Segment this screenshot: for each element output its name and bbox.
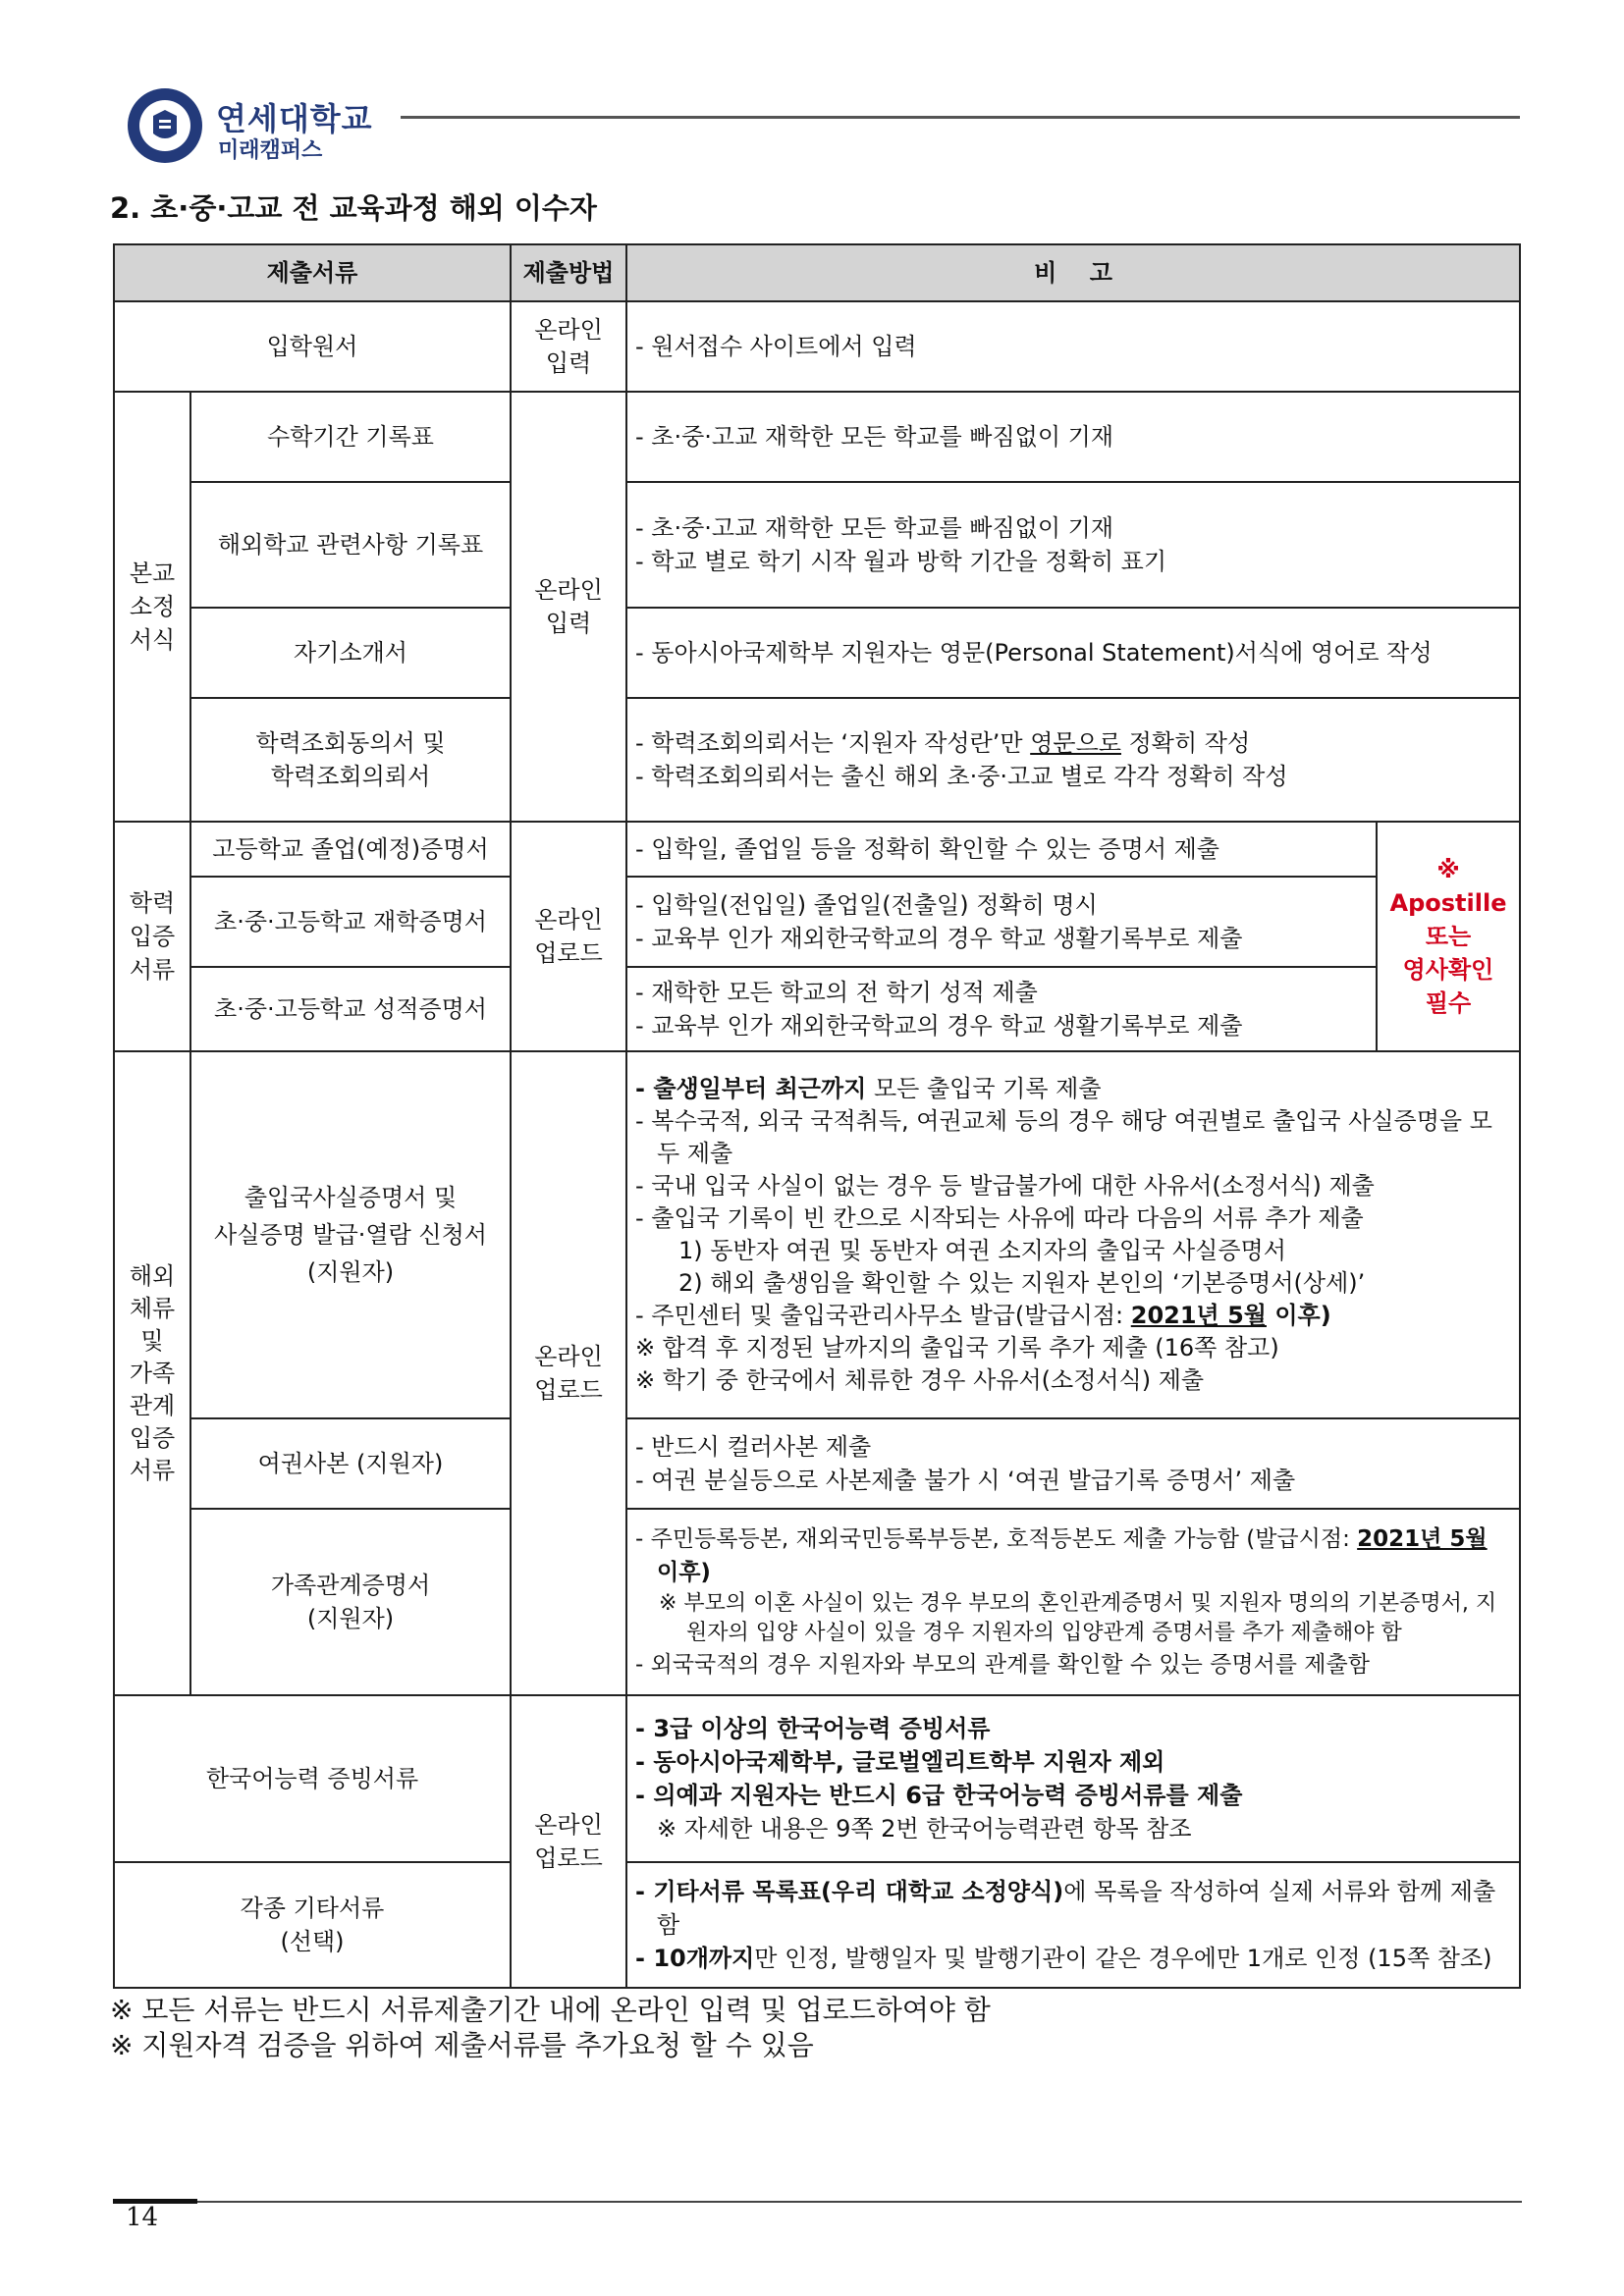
method-line: 업로드: [534, 1844, 603, 1872]
remark-line: - 입학일(전입일) 졸업일(전출일) 정확히 명시: [635, 891, 1098, 919]
group-forms: [114, 392, 190, 822]
group-label: 서식: [129, 626, 176, 654]
doc-transcript: 초·중·고등학교 성적증명서: [190, 967, 511, 1051]
method-line: 입력: [545, 610, 592, 637]
table-row: [114, 698, 1520, 822]
remark-line: - 복수국적, 외국 국적취득, 여권교체 등의 경우 해당 여권별로 출입국 사실증명을 모두 제출: [635, 1107, 1492, 1167]
remark-bold: - 10개까지: [635, 1945, 755, 1972]
method-forms: [511, 392, 626, 822]
remark-line: - 교육부 인가 재외한국학교의 경우 학교 생활기록부로 제출: [635, 925, 1243, 952]
remark-line: - 초·중·고교 재학한 모든 학교를 빠짐없이 기재: [635, 423, 1114, 451]
remark-text: - 주민센터 및 출입국관리사무소 발급(발급시점:: [635, 1302, 1131, 1329]
remark-transcript: [626, 967, 1377, 1051]
remark-line: [635, 1942, 1511, 1975]
doc-line: 학력조회동의서 및: [255, 729, 446, 757]
footnote: ※ 모든 서류는 반드시 서류제출기간 내에 온라인 입력 및 업로드하여야 함: [110, 1994, 991, 2026]
group-label: 서류: [129, 956, 176, 984]
note-line: 영사확인: [1402, 956, 1494, 984]
remark-text: 이후): [1266, 1302, 1331, 1329]
method-line: 온라인: [534, 1811, 603, 1839]
remark-date: 2021년 5월: [1130, 1302, 1267, 1329]
doc-line: (지원자): [306, 1258, 395, 1286]
remark-other: [626, 1862, 1520, 1988]
remark-line: [635, 1300, 1511, 1332]
table-row: [114, 392, 1520, 482]
group-academic: [114, 822, 190, 1051]
doc-line: 각종 기타서류: [240, 1895, 385, 1922]
remark-graduation-cert: [626, 822, 1377, 877]
remark-line: - 반드시 컬러사본 제출: [635, 1433, 872, 1461]
remark-text: - 학력조회의뢰서는 ‘지원자 작성란’만: [635, 729, 1031, 757]
note-line: 필수: [1425, 989, 1472, 1017]
method-line: 온라인: [534, 906, 603, 934]
doc-line: (선택): [280, 1928, 345, 1955]
table-row: [114, 1418, 1520, 1509]
remark-line: - 동아시아국제학부, 글로벌엘리트학부 지원자 제외: [635, 1748, 1165, 1776]
apostille-note: [1377, 822, 1520, 1051]
method-line: 온라인: [534, 576, 603, 604]
remark-line: - 학력조회의뢰서는 출신 해외 초·중·고교 별로 각각 정확히 작성: [635, 763, 1288, 790]
doc-entry-exit: [190, 1051, 511, 1418]
note-line: 또는: [1425, 923, 1472, 950]
group-label: 입증: [129, 1423, 176, 1452]
remark-text: 이후): [657, 1560, 711, 1585]
table-row: [114, 1695, 1520, 1862]
doc-study-period: 수학기간 기록표: [190, 392, 511, 482]
doc-application: 입학원서: [114, 301, 511, 392]
university-name: 연세대학교: [216, 100, 373, 137]
group-label: 가족: [129, 1359, 176, 1387]
documents-table: [113, 243, 1521, 1989]
doc-academic-inquiry: [190, 698, 511, 822]
remark-text: 만 인정, 발행일자 및 발행기관이 같은 경우에만 1개로 인정 (15쪽 참조): [754, 1945, 1492, 1972]
remark-underlined: 영문으로: [1030, 729, 1121, 757]
remark-overseas-school: [626, 482, 1520, 608]
table-row: [114, 608, 1520, 698]
footnote: ※ 지원자격 검증을 위하여 제출서류를 추가요청 할 수 있음: [110, 2029, 814, 2061]
remark-line: [635, 1073, 1511, 1105]
remark-line: ※ 합격 후 지정된 날까지의 출입국 기록 추가 제출 (16쪽 참고): [635, 1334, 1279, 1362]
remark-line: - 입학일, 졸업일 등을 정확히 확인할 수 있는 증명서 제출: [635, 835, 1219, 863]
remark-line: [635, 1522, 1511, 1589]
note-line: ※ Apostille: [1389, 856, 1507, 917]
remark-bold: - 기타서류 목록표(우리 대학교 소정양식): [635, 1878, 1064, 1905]
remark-line: - 교육부 인가 재외한국학교의 경우 학교 생활기록부로 제출: [635, 1012, 1243, 1040]
table-row: [114, 482, 1520, 608]
group-label: 및: [140, 1326, 164, 1355]
remark-line: ※ 학기 중 한국에서 체류한 경우 사유서(소정서식) 제출: [635, 1366, 1205, 1394]
doc-self-intro: 자기소개서: [190, 608, 511, 698]
method-residence: [511, 1051, 626, 1695]
table-row: [114, 967, 1520, 1051]
remark-line: - 동아시아국제학부 지원자는 영문(Personal Statement)서식에 영어로 작성: [635, 639, 1433, 667]
method-korean-other: [511, 1695, 626, 1988]
header-remarks: 비 고: [626, 244, 1520, 301]
remark-academic-inquiry: [626, 698, 1520, 822]
remark-line: - 출입국 기록이 빈 칸으로 시작되는 사유에 따라 다음의 서류 추가 제출: [635, 1204, 1364, 1232]
doc-line: (지원자): [306, 1605, 395, 1632]
remark-line: - 3급 이상의 한국어능력 증빙서류: [635, 1715, 991, 1742]
doc-line: 출입국사실증명서 및: [244, 1184, 458, 1211]
remark-family-relation: [626, 1509, 1520, 1695]
doc-graduation-cert: 고등학교 졸업(예정)증명서: [190, 822, 511, 877]
table-row: [114, 1051, 1520, 1418]
remark-sub-line: 2) 해외 출생임을 확인할 수 있는 지원자 본인의 ‘기본증명서(상세)’: [678, 1269, 1366, 1297]
remark-line: - 재학한 모든 학교의 전 학기 성적 제출: [635, 979, 1038, 1006]
remark-enrollment-cert: [626, 877, 1377, 967]
remark-line: - 초·중·고교 재학한 모든 학교를 빠짐없이 기재: [635, 514, 1114, 542]
header-divider: [401, 116, 1520, 119]
group-residence: [114, 1051, 190, 1695]
doc-family-relation: [190, 1509, 511, 1695]
method-line: 온라인: [534, 316, 603, 344]
remark-text: 에 목록을 작성하여 실제 서류와 함께 제출함: [657, 1878, 1496, 1939]
group-label: 해외: [129, 1261, 176, 1290]
group-label: 본교: [129, 560, 176, 587]
doc-enrollment-cert: 초·중·고등학교 재학증명서: [190, 877, 511, 967]
remark-date: 2021년 5월: [1357, 1526, 1488, 1552]
method-application: [511, 301, 626, 392]
doc-korean-proficiency: 한국어능력 증빙서류: [114, 1695, 511, 1862]
doc-passport: 여권사본 (지원자): [190, 1418, 511, 1509]
doc-line: 학력조회의뢰서: [270, 763, 431, 790]
remark-line: - 학교 별로 학기 시작 월과 방학 기간을 정확히 표기: [635, 548, 1166, 575]
header-method: 제출방법: [511, 244, 626, 301]
remark-sub-line: 1) 동반자 여권 및 동반자 여권 소지자의 출입국 사실증명서: [678, 1237, 1286, 1264]
remark-study-period: [626, 392, 1520, 482]
footnotes: [110, 1993, 991, 2063]
method-line: 업로드: [534, 939, 603, 967]
doc-line: 가족관계증명서: [270, 1572, 431, 1599]
header-documents: 제출서류: [114, 244, 511, 301]
group-label: 입증: [129, 923, 176, 950]
remark-note: ※ 자세한 내용은 9쪽 2번 한국어능력관련 항목 참조: [657, 1815, 1192, 1842]
method-line: 업로드: [534, 1376, 603, 1404]
table-row: [114, 1509, 1520, 1695]
table-row: [114, 877, 1520, 967]
doc-other: [114, 1862, 511, 1988]
remark-korean-proficiency: [626, 1695, 1520, 1862]
group-label: 관계: [129, 1391, 176, 1419]
table-header-row: [114, 244, 1520, 301]
remark-line: - 국내 입국 사실이 없는 경우 등 발급불가에 대한 사유서(소정서식) 제출: [635, 1172, 1375, 1200]
remark-line: [635, 726, 1511, 760]
remark-passport: [626, 1418, 1520, 1509]
remark-line: - 의예과 지원자는 반드시 6급 한국어능력 증빙서류를 제출: [635, 1782, 1243, 1809]
campus-name: 미래캠퍼스: [218, 138, 323, 163]
group-label: 체류: [129, 1294, 176, 1322]
page-header: [126, 86, 1520, 165]
remark-line: [635, 1875, 1511, 1942]
method-line: 온라인: [534, 1343, 603, 1370]
remark-bold: - 출생일부터 최근까지: [635, 1075, 867, 1102]
group-label: 학력: [129, 889, 176, 917]
page-number: 14: [126, 2203, 159, 2232]
method-line: 입력: [545, 349, 592, 377]
group-label: 소정: [129, 593, 176, 620]
group-label: 서류: [129, 1456, 176, 1484]
table-row: [114, 1862, 1520, 1988]
footer-divider: [113, 2201, 1522, 2203]
remark-note: ※ 부모의 이혼 사실이 있는 경우 부모의 혼인관계증명서 및 지원자 명의의 기본증명서, 지원자의 입양 사실이 있을 경우 지원자의 입양관계 증명서를 추가 제출해야 함: [659, 1591, 1497, 1645]
remark-line: - 여권 분실등으로 사본제출 불가 시 ‘여권 발급기록 증명서’ 제출: [635, 1467, 1296, 1494]
remark-line: - 외국국적의 경우 지원자와 부모의 관계를 확인할 수 있는 증명서를 제출함: [635, 1652, 1370, 1678]
remark-text: 모든 출입국 기록 제출: [866, 1075, 1102, 1102]
table-row: [114, 822, 1520, 877]
doc-overseas-school: 해외학교 관련사항 기록표: [190, 482, 511, 608]
remark-entry-exit: [626, 1051, 1520, 1418]
section-title: 2. 초·중·고교 전 교육과정 해외 이수자: [110, 191, 597, 225]
method-academic: [511, 822, 626, 1051]
remark-application: - 원서접수 사이트에서 입력: [626, 301, 1520, 392]
remark-text: 정확히 작성: [1120, 729, 1251, 757]
university-seal-icon: [126, 86, 204, 165]
remark-text: - 주민등록등본, 재외국민등록부등본, 호적등본도 제출 가능함 (발급시점:: [635, 1526, 1358, 1552]
remark-self-intro: [626, 608, 1520, 698]
doc-line: 사실증명 발급·열람 신청서: [214, 1221, 487, 1249]
table-row: [114, 301, 1520, 392]
